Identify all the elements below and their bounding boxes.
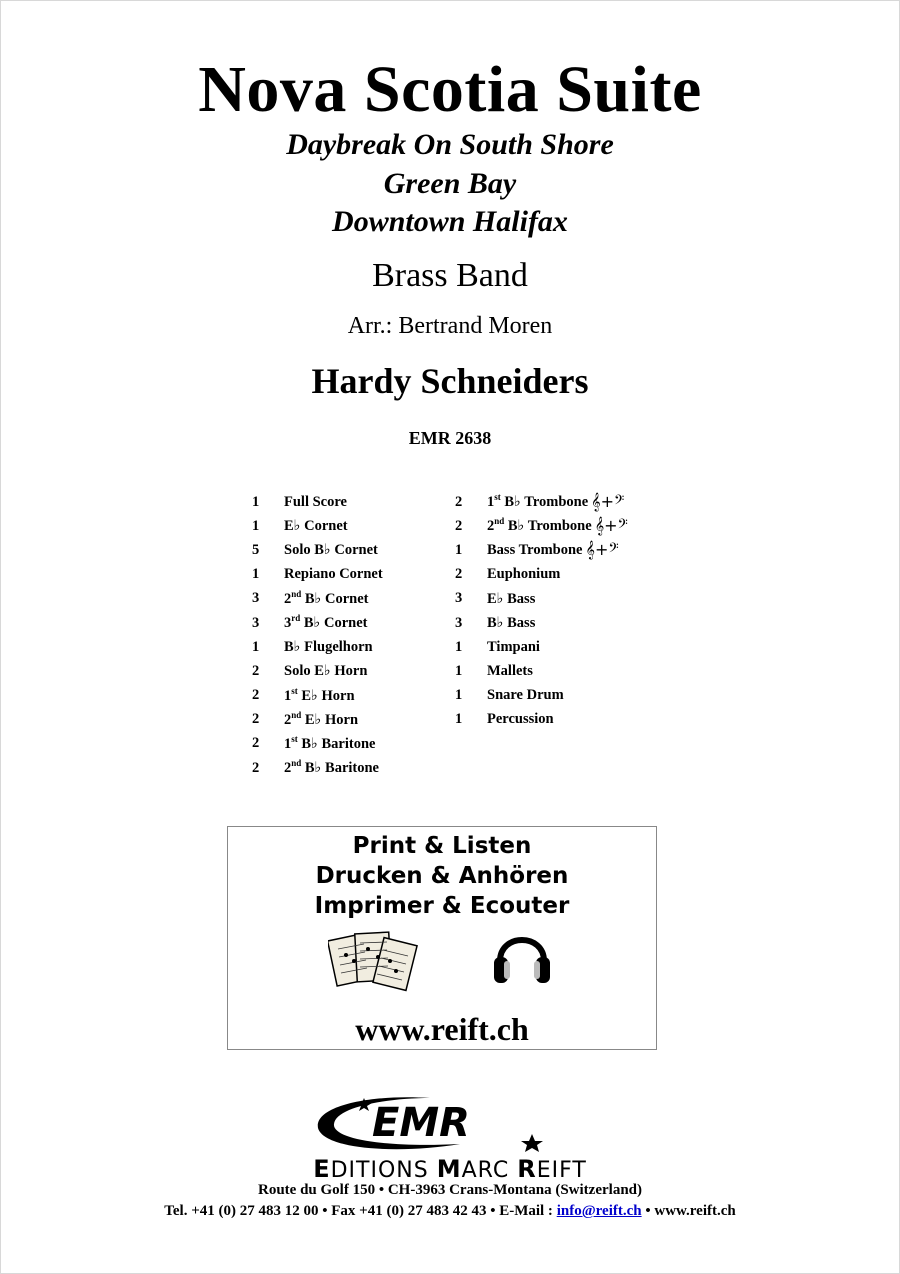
part-name: 2nd E♭ Horn bbox=[284, 709, 359, 728]
parts-list-right bbox=[455, 490, 628, 732]
part-row bbox=[252, 684, 383, 708]
part-row bbox=[455, 684, 628, 708]
promo-line-english: Print & Listen bbox=[352, 833, 532, 859]
part-name: Mallets bbox=[487, 662, 533, 679]
promo-line-german: Drucken & Anhören bbox=[315, 863, 569, 889]
part-name: Snare Drum bbox=[487, 687, 564, 704]
part-quantity: 2 bbox=[252, 662, 260, 679]
movement-title-2: Green Bay bbox=[383, 167, 517, 200]
part-quantity: 2 bbox=[455, 566, 463, 583]
part-quantity: 2 bbox=[455, 517, 463, 534]
part-quantity: 3 bbox=[455, 590, 463, 607]
part-row bbox=[252, 514, 383, 538]
part-quantity: 1 bbox=[252, 493, 260, 510]
part-quantity: 1 bbox=[252, 566, 260, 583]
part-name: 1st E♭ Horn bbox=[284, 685, 355, 704]
part-row bbox=[455, 538, 628, 562]
part-row bbox=[252, 611, 383, 635]
emr-logo bbox=[310, 1092, 570, 1154]
publisher-contact bbox=[0, 1203, 900, 1220]
part-quantity: 5 bbox=[252, 541, 260, 558]
part-quantity: 3 bbox=[455, 614, 463, 631]
part-quantity: 1 bbox=[455, 687, 463, 704]
headphones-icon bbox=[490, 923, 554, 989]
arranger-label: Arr.: Bertrand Moren bbox=[347, 313, 553, 339]
promo-website: www.reift.ch bbox=[355, 1011, 529, 1047]
part-name: 2nd B♭ Trombone bbox=[487, 516, 592, 535]
part-row bbox=[252, 538, 383, 562]
part-name: 3rd B♭ Cornet bbox=[284, 613, 368, 632]
part-quantity: 1 bbox=[252, 638, 260, 655]
part-row bbox=[252, 756, 383, 780]
part-name: Bass Trombone bbox=[487, 541, 583, 558]
page-title: Nova Scotia Suite bbox=[198, 53, 702, 126]
part-row bbox=[455, 514, 628, 538]
part-row bbox=[455, 659, 628, 683]
part-name: B♭ Bass bbox=[487, 615, 536, 632]
catalog-number: EMR 2638 bbox=[408, 428, 492, 448]
clef-icon: 𝄞+𝄢 bbox=[594, 516, 628, 536]
movement-title-3: Downtown Halifax bbox=[332, 205, 568, 238]
publisher-name: EDITIONS MARC REIFT bbox=[313, 1155, 587, 1183]
part-name: E♭ Bass bbox=[487, 590, 536, 607]
part-name: 1st B♭ Trombone bbox=[487, 492, 589, 511]
part-row bbox=[455, 708, 628, 732]
clef-icon: 𝄞+𝄢 bbox=[591, 492, 625, 512]
part-row bbox=[252, 659, 383, 683]
part-name: Repiano Cornet bbox=[284, 566, 383, 583]
part-name: Full Score bbox=[284, 493, 347, 510]
part-name: 2nd B♭ Cornet bbox=[284, 588, 369, 607]
part-name: 2nd B♭ Baritone bbox=[284, 758, 379, 777]
composer-name: Hardy Schneiders bbox=[311, 361, 589, 401]
part-quantity: 1 bbox=[455, 638, 463, 655]
clef-icon: 𝄞+𝄢 bbox=[585, 540, 619, 560]
part-quantity: 1 bbox=[455, 711, 463, 728]
part-name: Solo B♭ Cornet bbox=[284, 542, 378, 559]
part-quantity: 2 bbox=[252, 687, 260, 704]
part-quantity: 2 bbox=[455, 493, 463, 510]
print-listen-box bbox=[227, 826, 657, 1050]
part-name: Euphonium bbox=[487, 566, 561, 583]
part-quantity: 2 bbox=[252, 759, 260, 776]
part-row bbox=[455, 563, 628, 587]
part-row bbox=[455, 611, 628, 635]
part-quantity: 3 bbox=[252, 614, 260, 631]
part-name: Percussion bbox=[487, 711, 554, 728]
contact-website: • www.reift.ch bbox=[641, 1203, 736, 1219]
contact-phone-fax: Tel. +41 (0) 27 483 12 00 • Fax +41 (0) 27 483 42 43 • E-Mail : bbox=[164, 1203, 557, 1219]
part-row bbox=[252, 490, 383, 514]
part-name: E♭ Cornet bbox=[284, 518, 348, 535]
part-row bbox=[252, 732, 383, 756]
part-row bbox=[252, 563, 383, 587]
emr-logo-text: EMR bbox=[372, 1100, 470, 1146]
part-quantity: 1 bbox=[455, 541, 463, 558]
part-quantity: 1 bbox=[252, 517, 260, 534]
part-row bbox=[455, 490, 628, 514]
part-row bbox=[252, 587, 383, 611]
part-quantity: 3 bbox=[252, 590, 260, 607]
part-quantity: 1 bbox=[455, 662, 463, 679]
publisher-address: Route du Golf 150 • CH-3963 Crans-Montana (Switzerland) bbox=[258, 1182, 642, 1198]
part-row bbox=[455, 587, 628, 611]
email-link[interactable]: info@reift.ch bbox=[556, 1203, 642, 1219]
part-name: Solo E♭ Horn bbox=[284, 663, 368, 680]
part-row bbox=[252, 708, 383, 732]
part-name: B♭ Flugelhorn bbox=[284, 639, 373, 656]
part-row bbox=[252, 635, 383, 659]
part-row bbox=[455, 635, 628, 659]
parts-list-left bbox=[252, 490, 383, 780]
ensemble-label: Brass Band bbox=[372, 257, 528, 294]
movement-title-1: Daybreak On South Shore bbox=[286, 128, 614, 161]
part-quantity: 2 bbox=[252, 711, 260, 728]
part-quantity: 2 bbox=[252, 735, 260, 752]
sheet-music-icon bbox=[328, 927, 420, 997]
part-name: 1st B♭ Baritone bbox=[284, 733, 376, 752]
part-name: Timpani bbox=[487, 638, 540, 655]
promo-line-french: Imprimer & Ecouter bbox=[314, 893, 570, 919]
